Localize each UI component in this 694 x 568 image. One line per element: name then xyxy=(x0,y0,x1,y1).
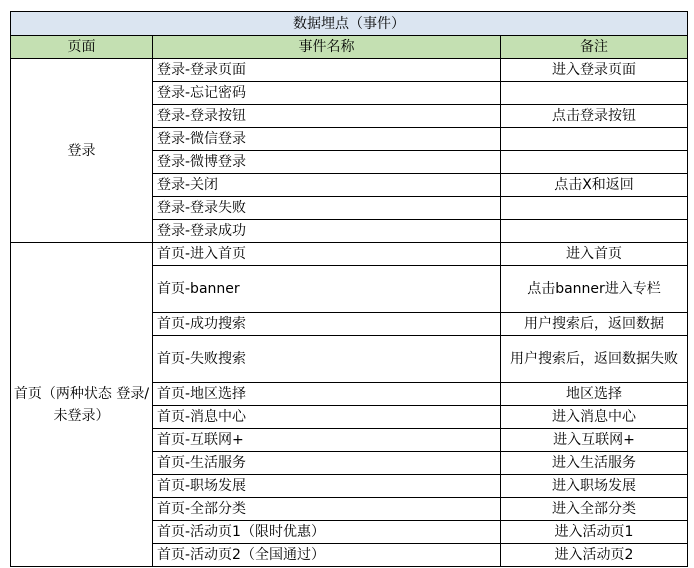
table-body xyxy=(11,12,688,567)
event-name-cell[interactable]: 首页-职场发展 xyxy=(153,475,501,498)
header-note[interactable]: 备注 xyxy=(501,36,688,59)
page-cell[interactable]: 首页（两种状态 登录/未登录） xyxy=(11,243,153,567)
title-row xyxy=(11,12,688,36)
table-row xyxy=(11,243,688,266)
event-name-cell[interactable]: 首页-banner xyxy=(153,266,501,313)
event-name-cell[interactable]: 登录-登录页面 xyxy=(153,59,501,82)
event-tracking-table xyxy=(10,11,688,567)
note-cell[interactable]: 用户搜索后，返回数据失败 xyxy=(501,336,688,383)
note-cell[interactable]: 进入首页 xyxy=(501,243,688,266)
note-cell[interactable] xyxy=(501,82,688,105)
note-cell[interactable]: 进入互联网+ xyxy=(501,429,688,452)
note-cell[interactable]: 用户搜索后，返回数据 xyxy=(501,313,688,336)
event-name-cell[interactable]: 登录-微博登录 xyxy=(153,151,501,174)
event-name-cell[interactable]: 登录-登录失败 xyxy=(153,197,501,220)
note-cell[interactable]: 进入全部分类 xyxy=(501,498,688,521)
note-cell[interactable]: 地区选择 xyxy=(501,383,688,406)
note-cell[interactable] xyxy=(501,128,688,151)
event-name-cell[interactable]: 首页-地区选择 xyxy=(153,383,501,406)
event-name-cell[interactable]: 首页-活动页2（全国通过） xyxy=(153,544,501,567)
note-cell[interactable]: 进入消息中心 xyxy=(501,406,688,429)
header-event-name[interactable]: 事件名称 xyxy=(153,36,501,59)
note-cell[interactable] xyxy=(501,197,688,220)
note-cell[interactable]: 点击X和返回 xyxy=(501,174,688,197)
event-name-cell[interactable]: 首页-活动页1（限时优惠） xyxy=(153,521,501,544)
event-name-cell[interactable]: 首页-全部分类 xyxy=(153,498,501,521)
event-name-cell[interactable]: 首页-消息中心 xyxy=(153,406,501,429)
event-name-cell[interactable]: 登录-关闭 xyxy=(153,174,501,197)
event-name-cell[interactable]: 首页-生活服务 xyxy=(153,452,501,475)
note-cell[interactable] xyxy=(501,151,688,174)
note-cell[interactable]: 进入登录页面 xyxy=(501,59,688,82)
event-name-cell[interactable]: 首页-失败搜索 xyxy=(153,336,501,383)
note-cell[interactable]: 进入生活服务 xyxy=(501,452,688,475)
event-name-cell[interactable]: 首页-进入首页 xyxy=(153,243,501,266)
note-cell[interactable]: 进入职场发展 xyxy=(501,475,688,498)
note-cell[interactable]: 点击登录按钮 xyxy=(501,105,688,128)
header-row xyxy=(11,36,688,59)
note-cell[interactable] xyxy=(501,220,688,243)
event-name-cell[interactable]: 首页-互联网+ xyxy=(153,429,501,452)
event-tracking-sheet xyxy=(10,11,688,567)
event-name-cell[interactable]: 登录-忘记密码 xyxy=(153,82,501,105)
event-name-cell[interactable]: 登录-微信登录 xyxy=(153,128,501,151)
event-name-cell[interactable]: 登录-登录成功 xyxy=(153,220,501,243)
page-cell[interactable]: 登录 xyxy=(11,59,153,243)
note-cell[interactable]: 进入活动页2 xyxy=(501,544,688,567)
note-cell[interactable]: 进入活动页1 xyxy=(501,521,688,544)
event-name-cell[interactable]: 登录-登录按钮 xyxy=(153,105,501,128)
event-name-cell[interactable]: 首页-成功搜索 xyxy=(153,313,501,336)
header-page[interactable]: 页面 xyxy=(11,36,153,59)
table-title[interactable]: 数据埋点（事件） xyxy=(11,12,688,36)
table-row xyxy=(11,59,688,82)
note-cell[interactable]: 点击banner进入专栏 xyxy=(501,266,688,313)
